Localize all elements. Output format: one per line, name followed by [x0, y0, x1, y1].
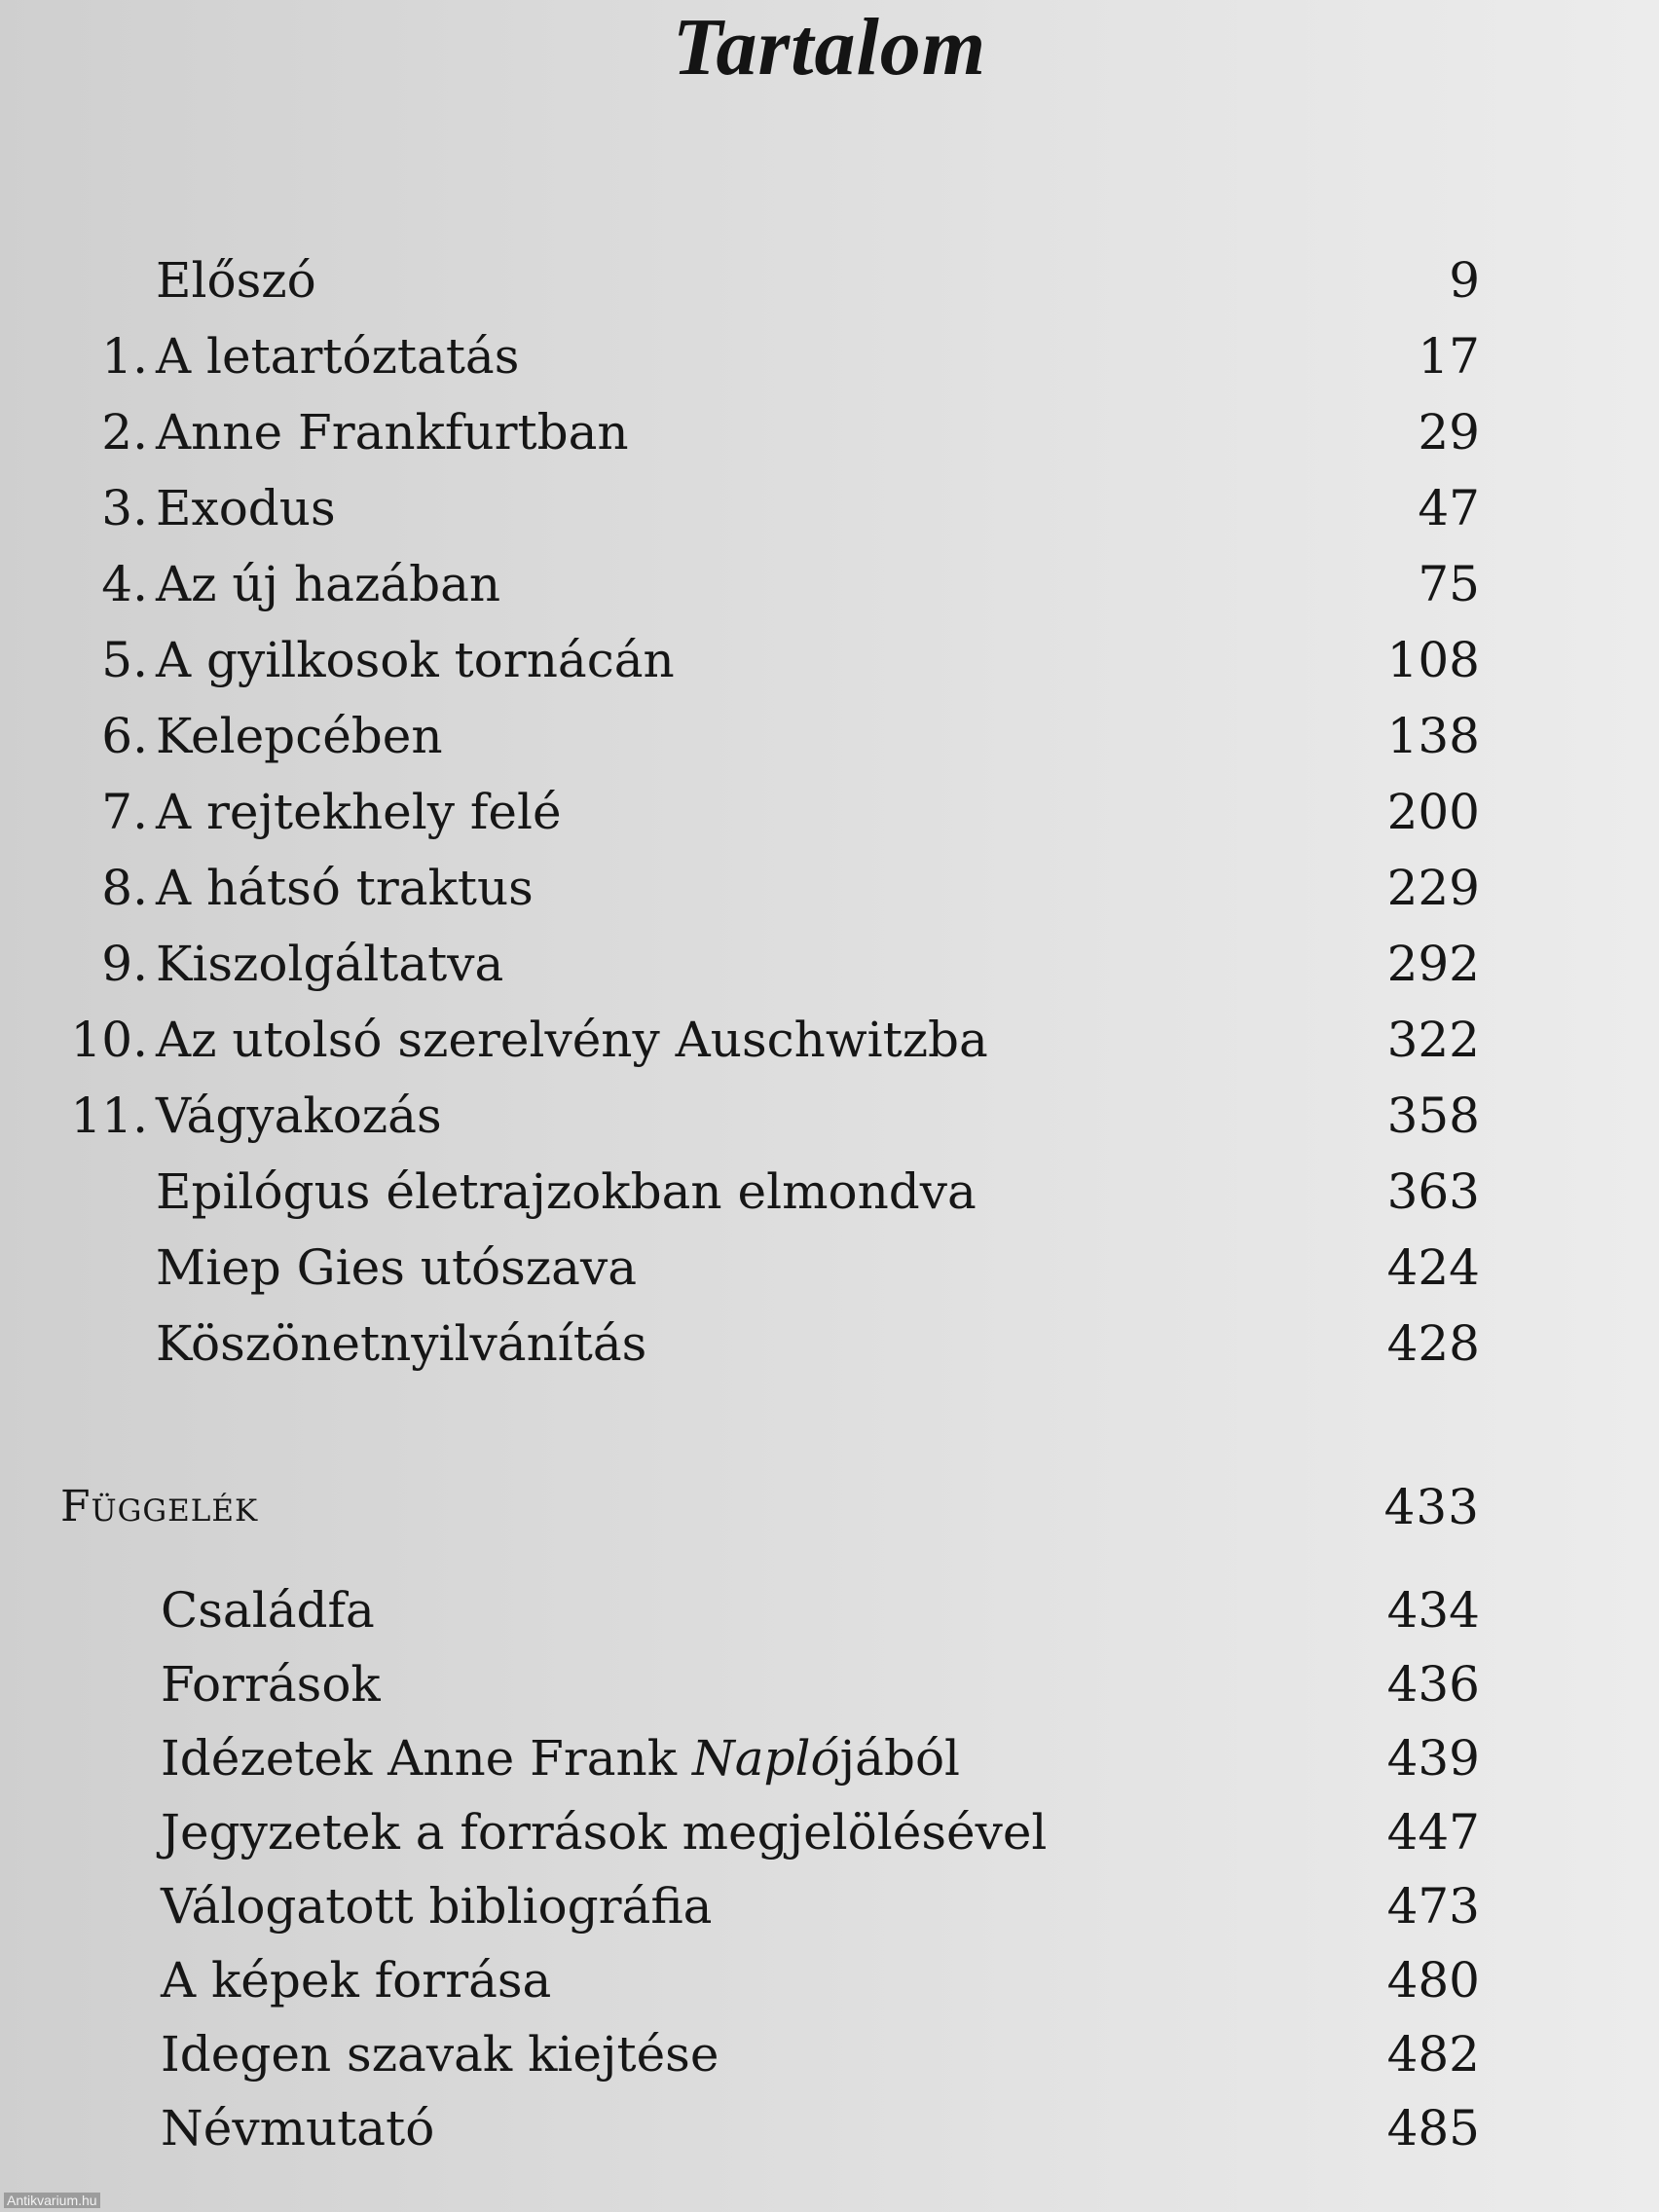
toc-entry	[0, 935, 1659, 993]
appendix-item-title: A képek forrása	[161, 1952, 552, 2009]
appendix-entry	[0, 1655, 1659, 1714]
chapter-title: Vágyakozás	[156, 1088, 442, 1144]
page-number: 75	[1418, 556, 1480, 612]
toc-entry	[0, 707, 1659, 765]
toc-entry	[0, 1011, 1659, 1069]
appendix-entry	[0, 1581, 1659, 1640]
toc-entry	[0, 327, 1659, 386]
appendix-item-title: Válogatott bibliográfia	[161, 1878, 713, 1935]
chapter-title: Kelepcében	[156, 708, 443, 764]
appendix-item-title: Idegen szavak kiejtése	[161, 2026, 719, 2083]
watermark: Antikvarium.hu	[4, 2193, 100, 2208]
chapter-title: A hátsó traktus	[156, 860, 534, 916]
page-number: 439	[1386, 1730, 1480, 1787]
appendix-entry	[0, 1951, 1659, 2009]
page-number: 229	[1386, 860, 1480, 916]
appendix-item-title: Jegyzetek a források megjelölésével	[161, 1804, 1048, 1861]
page-number: 363	[1386, 1163, 1480, 1220]
appendix-entry	[0, 2099, 1659, 2157]
chapter-title: Anne Frankfurtban	[156, 404, 629, 461]
chapter-number: 8.	[101, 860, 148, 916]
page-number: 29	[1418, 404, 1480, 461]
toc-entry	[0, 479, 1659, 537]
chapter-title: A gyilkosok tornácán	[156, 632, 675, 688]
chapter-number: 1.	[101, 328, 148, 385]
page-number: 436	[1386, 1656, 1480, 1713]
page-number: 17	[1418, 328, 1480, 385]
toc-entry	[0, 859, 1659, 917]
chapter-number: 4.	[101, 556, 148, 612]
chapter-title: Az utolsó szerelvény Auschwitzba	[156, 1012, 988, 1068]
chapter-title: Az új hazában	[156, 556, 501, 612]
page-number: 9	[1449, 252, 1480, 309]
appendix-title: Függelék	[60, 1482, 259, 1531]
title-italic: Napló	[691, 1730, 840, 1787]
toc-entry	[0, 631, 1659, 689]
toc-entry	[0, 1314, 1659, 1373]
appendix-item-title: Családfa	[161, 1582, 375, 1639]
chapter-title: Kiszolgáltatva	[156, 936, 504, 992]
toc-entry	[0, 783, 1659, 841]
page-number: 433	[1383, 1479, 1480, 1535]
appendix-entry	[0, 1729, 1659, 1788]
chapter-number: 3.	[101, 480, 148, 536]
chapter-title: Miep Gies utószava	[156, 1239, 638, 1296]
toc-entry	[0, 1162, 1659, 1221]
appendix-item-title	[161, 1729, 960, 1788]
chapter-number: 2.	[101, 404, 148, 461]
page-number: 138	[1386, 708, 1480, 764]
page-title: Tartalom	[672, 2, 987, 92]
toc-entry	[0, 1238, 1659, 1297]
title-suffix: jából	[839, 1730, 961, 1787]
page-number: 322	[1386, 1012, 1480, 1068]
chapter-number: 11.	[70, 1088, 148, 1144]
chapter-title: Köszönetnyilvánítás	[156, 1315, 647, 1372]
title-prefix: Idézetek Anne Frank	[161, 1730, 692, 1787]
page-number: 428	[1386, 1315, 1480, 1372]
page-number: 47	[1418, 480, 1480, 536]
page-number: 447	[1386, 1804, 1480, 1861]
appendix-item-title: Névmutató	[161, 2100, 435, 2157]
chapter-number: 5.	[101, 632, 148, 688]
chapter-number: 10.	[70, 1012, 148, 1068]
appendix-entry	[0, 2025, 1659, 2083]
page-number: 200	[1386, 784, 1480, 840]
toc-entry	[0, 251, 1659, 310]
appendix-item-title: Források	[161, 1656, 381, 1713]
page-number: 485	[1386, 2100, 1480, 2157]
toc-entry	[0, 403, 1659, 461]
appendix-heading	[60, 1478, 1599, 1536]
chapter-number: 9.	[101, 936, 148, 992]
chapter-number: 7.	[101, 784, 148, 840]
page-number: 358	[1386, 1088, 1480, 1144]
appendix-entry	[0, 1877, 1659, 1936]
chapter-title: Epilógus életrajzokban elmondva	[156, 1163, 977, 1220]
page-number: 482	[1386, 2026, 1480, 2083]
appendix-entry	[0, 1803, 1659, 1862]
chapter-title: Előszó	[156, 252, 316, 309]
toc-entry	[0, 1087, 1659, 1145]
page-number: 473	[1386, 1878, 1480, 1935]
page-number: 108	[1386, 632, 1480, 688]
page-number: 480	[1386, 1952, 1480, 2009]
page-number: 424	[1386, 1239, 1480, 1296]
chapter-title: A letartóztatás	[156, 328, 520, 385]
page-number: 434	[1386, 1582, 1480, 1639]
toc-entry	[0, 555, 1659, 613]
chapter-title: Exodus	[156, 480, 336, 536]
chapter-number: 6.	[101, 708, 148, 764]
page-number: 292	[1386, 936, 1480, 992]
chapter-title: A rejtekhely felé	[156, 784, 562, 840]
